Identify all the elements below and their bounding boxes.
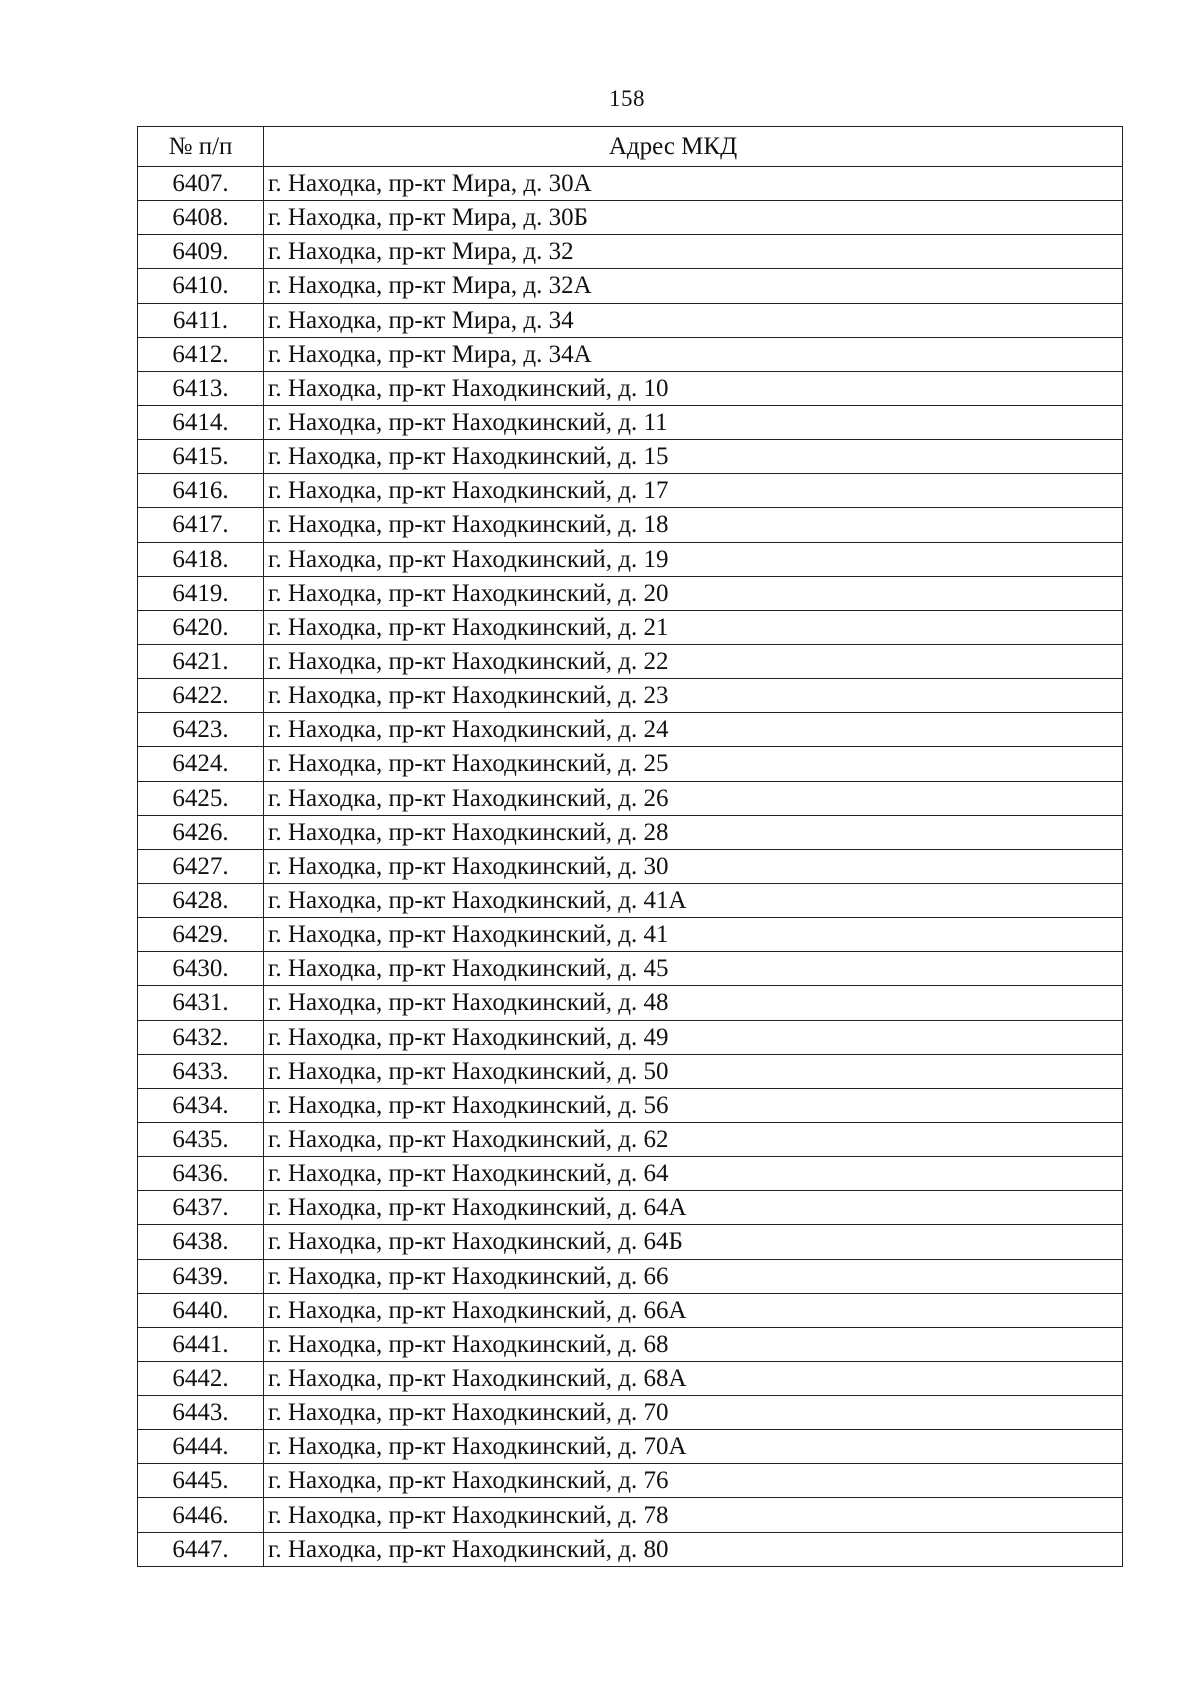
row-number: 6434.	[138, 1088, 264, 1122]
row-number: 6432.	[138, 1020, 264, 1054]
row-number: 6426.	[138, 815, 264, 849]
table-row	[138, 644, 1123, 678]
row-number: 6441.	[138, 1327, 264, 1361]
row-number: 6422.	[138, 679, 264, 713]
row-address: г. Находка, пр-кт Находкинский, д. 41А	[264, 883, 1123, 917]
row-number: 6444.	[138, 1430, 264, 1464]
table-row	[138, 371, 1123, 405]
row-address: г. Находка, пр-кт Мира, д. 32	[264, 235, 1123, 269]
row-number: 6442.	[138, 1361, 264, 1395]
row-address: г. Находка, пр-кт Находкинский, д. 68	[264, 1327, 1123, 1361]
row-number: 6438.	[138, 1225, 264, 1259]
row-number: 6445.	[138, 1464, 264, 1498]
row-address: г. Находка, пр-кт Мира, д. 32А	[264, 269, 1123, 303]
table-row	[138, 1293, 1123, 1327]
row-address: г. Находка, пр-кт Находкинский, д. 30	[264, 849, 1123, 883]
row-number: 6447.	[138, 1532, 264, 1566]
table-row	[138, 474, 1123, 508]
table-row	[138, 337, 1123, 371]
table-row	[138, 508, 1123, 542]
header-row	[138, 127, 1123, 167]
table-row	[138, 986, 1123, 1020]
row-address: г. Находка, пр-кт Находкинский, д. 66А	[264, 1293, 1123, 1327]
page-number: 158	[609, 86, 645, 111]
row-address: г. Находка, пр-кт Находкинский, д. 68А	[264, 1361, 1123, 1395]
table-row	[138, 1054, 1123, 1088]
row-number: 6423.	[138, 713, 264, 747]
table-row	[138, 1361, 1123, 1395]
table-row	[138, 883, 1123, 917]
row-address: г. Находка, пр-кт Находкинский, д. 41	[264, 918, 1123, 952]
row-address: г. Находка, пр-кт Находкинский, д. 78	[264, 1498, 1123, 1532]
row-address: г. Находка, пр-кт Находкинский, д. 62	[264, 1122, 1123, 1156]
row-number: 6411.	[138, 303, 264, 337]
table-row	[138, 952, 1123, 986]
table-row	[138, 1122, 1123, 1156]
table-row	[138, 1464, 1123, 1498]
table-row	[138, 1225, 1123, 1259]
table-row	[138, 1088, 1123, 1122]
row-address: г. Находка, пр-кт Мира, д. 30Б	[264, 201, 1123, 235]
table-row	[138, 781, 1123, 815]
row-number: 6429.	[138, 918, 264, 952]
row-address: г. Находка, пр-кт Находкинский, д. 56	[264, 1088, 1123, 1122]
table-row	[138, 815, 1123, 849]
row-number: 6436.	[138, 1157, 264, 1191]
table-row	[138, 576, 1123, 610]
row-number: 6417.	[138, 508, 264, 542]
row-address: г. Находка, пр-кт Находкинский, д. 21	[264, 610, 1123, 644]
row-number: 6439.	[138, 1259, 264, 1293]
row-number: 6413.	[138, 371, 264, 405]
row-address: г. Находка, пр-кт Находкинский, д. 64А	[264, 1191, 1123, 1225]
row-address: г. Находка, пр-кт Находкинский, д. 20	[264, 576, 1123, 610]
table-row	[138, 1157, 1123, 1191]
header-address: Адрес МКД	[264, 127, 1123, 167]
table-row	[138, 1191, 1123, 1225]
row-address: г. Находка, пр-кт Находкинский, д. 50	[264, 1054, 1123, 1088]
row-address: г. Находка, пр-кт Находкинский, д. 49	[264, 1020, 1123, 1054]
row-address: г. Находка, пр-кт Находкинский, д. 70А	[264, 1430, 1123, 1464]
table-row	[138, 235, 1123, 269]
row-address: г. Находка, пр-кт Находкинский, д. 64Б	[264, 1225, 1123, 1259]
row-address: г. Находка, пр-кт Находкинский, д. 24	[264, 713, 1123, 747]
table-row	[138, 440, 1123, 474]
table-row	[138, 269, 1123, 303]
table-row	[138, 747, 1123, 781]
table-header	[138, 127, 1123, 167]
row-address: г. Находка, пр-кт Находкинский, д. 15	[264, 440, 1123, 474]
table-row	[138, 405, 1123, 439]
row-address: г. Находка, пр-кт Находкинский, д. 26	[264, 781, 1123, 815]
row-address: г. Находка, пр-кт Находкинский, д. 18	[264, 508, 1123, 542]
row-number: 6433.	[138, 1054, 264, 1088]
row-number: 6409.	[138, 235, 264, 269]
row-address: г. Находка, пр-кт Находкинский, д. 19	[264, 542, 1123, 576]
row-address: г. Находка, пр-кт Находкинский, д. 22	[264, 644, 1123, 678]
address-table	[137, 126, 1123, 1567]
row-number: 6416.	[138, 474, 264, 508]
row-number: 6420.	[138, 610, 264, 644]
row-address: г. Находка, пр-кт Находкинский, д. 64	[264, 1157, 1123, 1191]
row-number: 6424.	[138, 747, 264, 781]
table-row	[138, 849, 1123, 883]
row-address: г. Находка, пр-кт Находкинский, д. 25	[264, 747, 1123, 781]
table-row	[138, 542, 1123, 576]
row-address: г. Находка, пр-кт Мира, д. 34А	[264, 337, 1123, 371]
row-number: 6435.	[138, 1122, 264, 1156]
row-number: 6425.	[138, 781, 264, 815]
row-number: 6419.	[138, 576, 264, 610]
row-address: г. Находка, пр-кт Находкинский, д. 23	[264, 679, 1123, 713]
table-row	[138, 679, 1123, 713]
row-number: 6421.	[138, 644, 264, 678]
row-number: 6410.	[138, 269, 264, 303]
row-address: г. Находка, пр-кт Находкинский, д. 11	[264, 405, 1123, 439]
row-number: 6412.	[138, 337, 264, 371]
table-row	[138, 1532, 1123, 1566]
row-number: 6408.	[138, 201, 264, 235]
table-row	[138, 1396, 1123, 1430]
table-row	[138, 201, 1123, 235]
header-number: № п/п	[138, 127, 264, 167]
row-number: 6407.	[138, 167, 264, 201]
row-address: г. Находка, пр-кт Мира, д. 34	[264, 303, 1123, 337]
table-row	[138, 610, 1123, 644]
table-row	[138, 713, 1123, 747]
row-number: 6427.	[138, 849, 264, 883]
row-number: 6418.	[138, 542, 264, 576]
row-address: г. Находка, пр-кт Находкинский, д. 66	[264, 1259, 1123, 1293]
table-row	[138, 1020, 1123, 1054]
row-number: 6414.	[138, 405, 264, 439]
row-number: 6430.	[138, 952, 264, 986]
row-number: 6431.	[138, 986, 264, 1020]
row-address: г. Находка, пр-кт Находкинский, д. 80	[264, 1532, 1123, 1566]
table-row	[138, 918, 1123, 952]
row-address: г. Находка, пр-кт Находкинский, д. 76	[264, 1464, 1123, 1498]
row-address: г. Находка, пр-кт Находкинский, д. 10	[264, 371, 1123, 405]
row-number: 6428.	[138, 883, 264, 917]
row-number: 6415.	[138, 440, 264, 474]
row-number: 6446.	[138, 1498, 264, 1532]
row-number: 6440.	[138, 1293, 264, 1327]
row-address: г. Находка, пр-кт Находкинский, д. 17	[264, 474, 1123, 508]
table-row	[138, 167, 1123, 201]
table-row	[138, 303, 1123, 337]
row-address: г. Находка, пр-кт Находкинский, д. 45	[264, 952, 1123, 986]
row-number: 6437.	[138, 1191, 264, 1225]
row-address: г. Находка, пр-кт Находкинский, д. 48	[264, 986, 1123, 1020]
row-address: г. Находка, пр-кт Находкинский, д. 70	[264, 1396, 1123, 1430]
table-row	[138, 1327, 1123, 1361]
table-row	[138, 1430, 1123, 1464]
table-row	[138, 1259, 1123, 1293]
row-address: г. Находка, пр-кт Находкинский, д. 28	[264, 815, 1123, 849]
row-address: г. Находка, пр-кт Мира, д. 30А	[264, 167, 1123, 201]
table-row	[138, 1498, 1123, 1532]
row-number: 6443.	[138, 1396, 264, 1430]
table-body	[138, 167, 1123, 1567]
